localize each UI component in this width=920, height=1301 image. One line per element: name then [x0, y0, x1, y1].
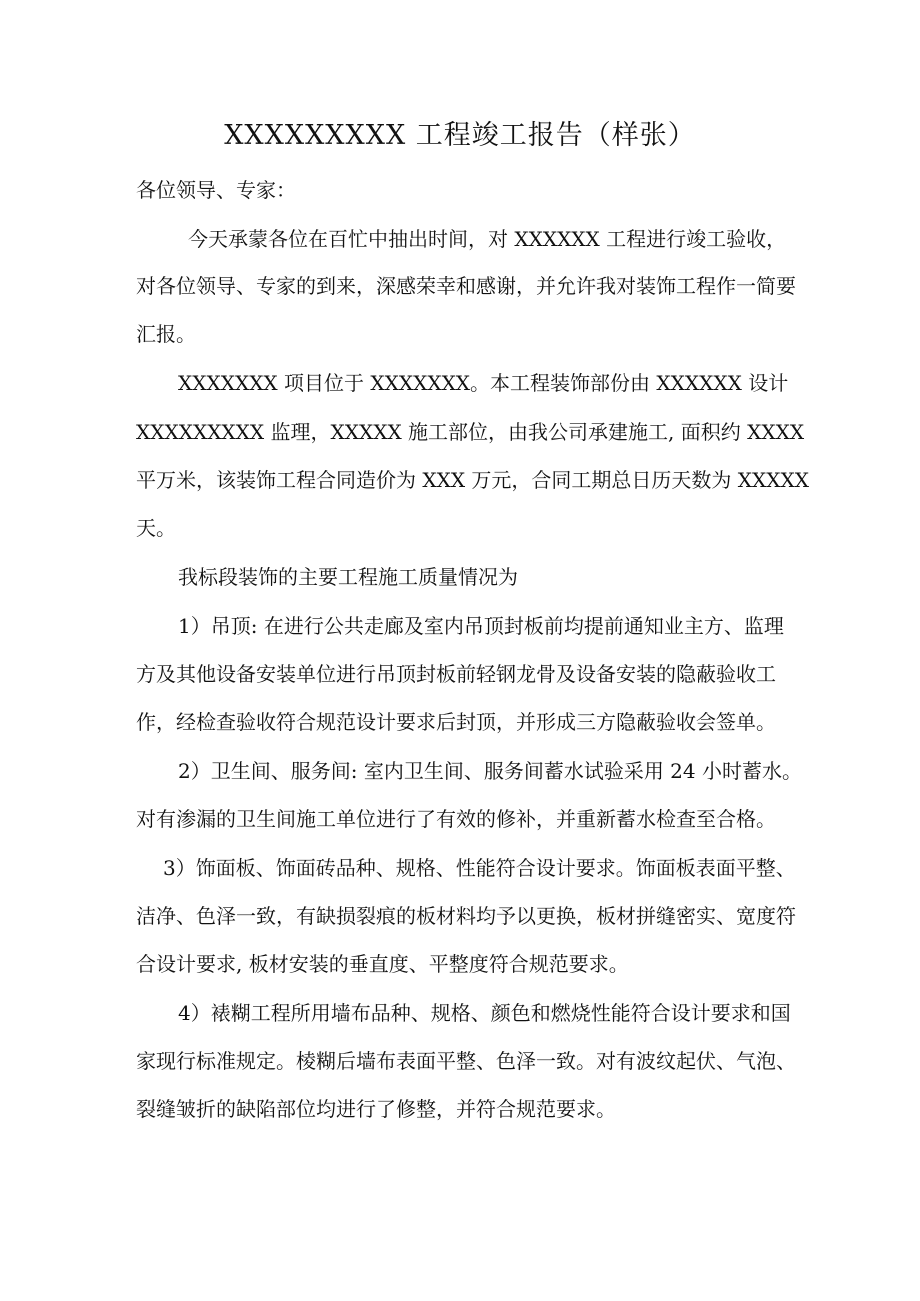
text-line: 对各位领导、专家的到来，深感荣幸和感谢，并允许我对装饰工程作一简要 [136, 274, 796, 298]
text-line: 1）吊顶: 在进行公共走廊及室内吊顶封板前均提前通知业主方、监理 [178, 614, 784, 638]
text-line: 3）饰面板、饰面砖品种、规格、性能符合设计要求。饰面板表面平整、 [163, 856, 796, 880]
text-line: 2）卫生间、服务间: 室内卫生间、服务间蓄水试验采用 24 小时蓄水。 [178, 759, 802, 783]
page-title: XXXXXXXXX 工程竣工报告（样张） [224, 120, 696, 151]
text-line: 今天承蒙各位在百忙中抽出时间，对 XXXXXX 工程进行竣工验收， [188, 227, 787, 251]
text-line: 裂缝皱折的缺陷部位均进行了修整，并符合规范要求。 [136, 1097, 616, 1121]
text-line: 汇报。 [136, 322, 196, 346]
text-line: 4）裱糊工程所用墙布品种、规格、颜色和燃烧性能符合设计要求和国 [178, 1001, 791, 1025]
text-line: XXXXXXX 项目位于 XXXXXXX。本工程装饰部份由 XXXXXX 设计 [178, 371, 789, 395]
text-line: 方及其他设备安装单位进行吊顶封板前轻钢龙骨及设备安装的隐蔽验收工 [136, 662, 776, 686]
text-line: 平万米，该装饰工程合同造价为 XXX 万元，合同工期总日历天数为 XXXXX [136, 468, 809, 492]
text-line: XXXXXXXXX 监理，XXXXX 施工部位，由我公司承建施工, 面积约 XXXX [136, 420, 805, 444]
text-line: 家现行标准规定。棱糊后墙布表面平整、色泽一致。对有波纹起伏、气泡、 [136, 1049, 796, 1073]
text-line: 对有渗漏的卫生间施工单位进行了有效的修补，并重新蓄水检查至合格。 [136, 807, 776, 831]
text-line: 我标段装饰的主要工程施工质量情况为 [178, 565, 518, 589]
text-line: 洁净、色泽一致，有缺损裂痕的板材料均予以更换，板材拼缝密实、宽度符 [136, 904, 796, 928]
text-line: 天。 [136, 516, 176, 540]
text-line: 作，经检查验收符合规范设计要求后封顶，并形成三方隐蔽验收会签单。 [136, 710, 776, 734]
text-line: 合设计要求, 板材安装的垂直度、平整度符合规范要求。 [136, 952, 629, 976]
salutation: 各位领导、专家： [136, 178, 296, 202]
